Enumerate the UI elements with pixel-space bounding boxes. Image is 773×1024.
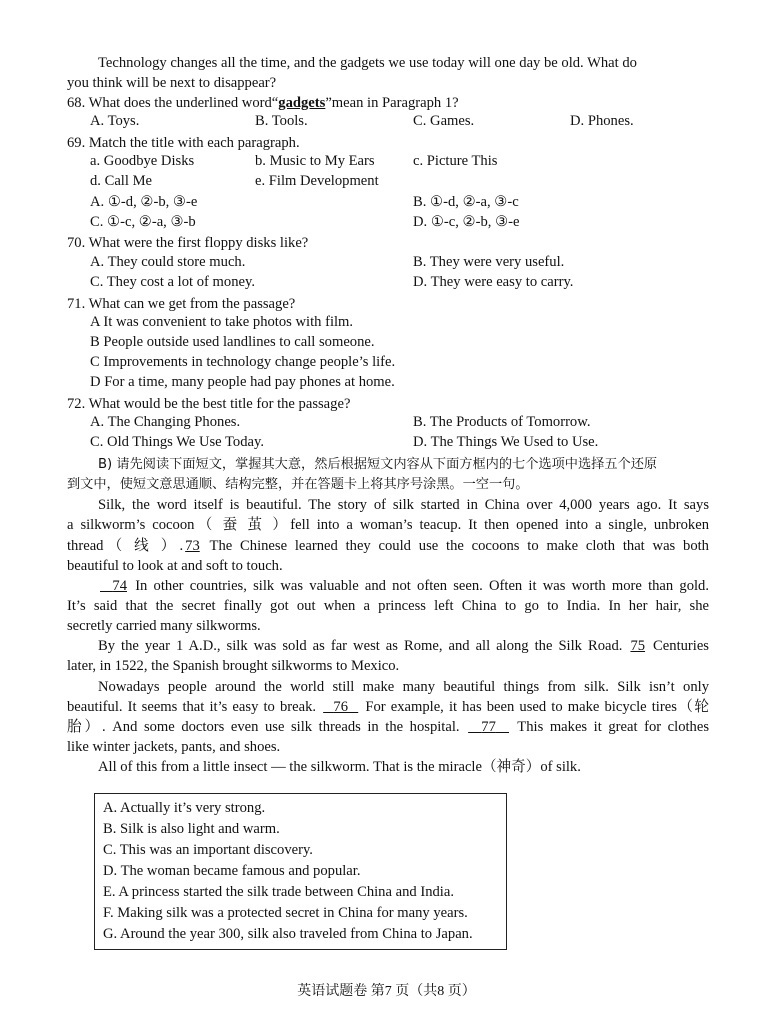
- q71-option-b[interactable]: B People outside used landlines to call someone.: [90, 334, 375, 350]
- choice-a: A. Actually it’s very strong.: [103, 800, 266, 816]
- question-68: [67, 93, 709, 113]
- choice-c: C. This was an important discovery.: [103, 842, 313, 858]
- q71-option-d[interactable]: D For a time, many people had pay phones at home.: [90, 374, 395, 390]
- q68-option-a[interactable]: A. Toys.: [90, 113, 140, 129]
- question-68-suffix: ”mean in Paragraph 1?: [325, 95, 459, 111]
- passage-p2-line-3: secretly carried many silkworms.: [67, 618, 261, 634]
- q70-option-d[interactable]: D. They were easy to carry.: [413, 274, 574, 290]
- passage-text: 胎）. And some doctors even use silk threads in the hospital.: [67, 719, 467, 735]
- blank-75[interactable]: 75: [630, 638, 646, 654]
- options-box: [94, 793, 507, 950]
- q69-title-c: c. Picture This: [413, 153, 498, 169]
- blank-77[interactable]: [466, 719, 511, 735]
- passage-text: In other countries, silk was valuable and not often seen. Often it was worth more than gold.: [129, 578, 709, 594]
- q69-option-d[interactable]: D. ①-c, ②-b, ③-e: [413, 214, 520, 230]
- passage-p4-line-2: [67, 697, 709, 717]
- choice-e: E. A princess started the silk trade between China and India.: [103, 884, 454, 900]
- q69-title-b: b. Music to My Ears: [255, 153, 375, 169]
- q68-option-c[interactable]: C. Games.: [413, 113, 475, 129]
- passage-p4-line-4: like winter jackets, pants, and shoes.: [67, 739, 281, 755]
- blank-74-label: 74: [112, 578, 127, 594]
- q72-option-a[interactable]: A. The Changing Phones.: [90, 414, 241, 430]
- q68-option-d[interactable]: D. Phones.: [570, 113, 634, 129]
- blank-73[interactable]: 73: [185, 538, 200, 554]
- section-b-instructions-1: B) 请先阅读下面短文，掌握其大意，然后根据短文内容从下面方框内的七个选项中选择五个还原: [98, 457, 658, 472]
- passage-text: For example, it has been used to make bicycle tires（轮: [360, 699, 710, 715]
- question-72: 72. What would be the best title for the passage?: [67, 396, 351, 412]
- page-footer: 英语试题卷 第7 页（共8 页）: [297, 984, 476, 999]
- q71-option-a[interactable]: A It was convenient to take photos with film.: [90, 314, 354, 330]
- q69-title-d: d. Call Me: [90, 173, 153, 189]
- passage-p1-line-3: [67, 536, 709, 556]
- question-69: 69. Match the title with each paragraph.: [67, 135, 300, 151]
- blank-76[interactable]: [321, 699, 360, 715]
- choice-f: F. Making silk was a protected secret in China for many years.: [103, 905, 468, 921]
- q68-option-b[interactable]: B. Tools.: [255, 113, 308, 129]
- passage-p1-line-2: a silkworm’s cocoon（ 蚕 茧 ）fell into a woman’s teacup. It then opened into a single, unbroken: [67, 517, 709, 533]
- choice-d: D. The woman became famous and popular.: [103, 863, 361, 879]
- passage-p1-line-4: beautiful to look at and soft to touch.: [67, 558, 283, 574]
- passage-p2-line-2: It’s said that the secret finally got out when a princess left China to go to India. In her hair, she: [67, 598, 709, 614]
- q72-option-d[interactable]: D. The Things We Used to Use.: [413, 434, 599, 450]
- passage-text: beautiful. It seems that it’s easy to break.: [67, 699, 322, 715]
- q70-option-b[interactable]: B. They were very useful.: [413, 254, 565, 270]
- choice-g: G. Around the year 300, silk also traveled from China to Japan.: [103, 926, 473, 942]
- q69-title-e: e. Film Development: [255, 173, 379, 189]
- q69-option-c[interactable]: C. ①-c, ②-a, ③-b: [90, 214, 196, 230]
- passage-p5: All of this from a little insect — the silkworm. That is the miracle（神奇）of silk.: [98, 759, 581, 775]
- q70-option-a[interactable]: A. They could store much.: [90, 254, 246, 270]
- underlined-word: gadgets: [278, 95, 326, 111]
- blank-74[interactable]: [98, 578, 129, 594]
- question-71: 71. What can we get from the passage?: [67, 296, 296, 312]
- section-b-instructions-2: 到文中，使短文意思通顺、结构完整，并在答题卡上将其序号涂黑。一空一句。: [67, 477, 529, 492]
- passage-text: Centuries: [647, 638, 709, 654]
- blank-77-label: 77: [481, 719, 496, 735]
- q71-option-c[interactable]: C Improvements in technology change people’s life.: [90, 354, 396, 370]
- passage-p4-line-3: [67, 717, 709, 737]
- passage-p1-line-1: Silk, the word itself is beautiful. The story of silk started in China over 4,000 years ago. It says: [98, 497, 709, 513]
- q69-title-a: a. Goodbye Disks: [90, 153, 195, 169]
- q69-option-b[interactable]: B. ①-d, ②-a, ③-c: [413, 194, 519, 210]
- passage-p3-line-2: later, in 1522, the Spanish brought silkworms to Mexico.: [67, 658, 400, 674]
- q69-option-a[interactable]: A. ①-d, ②-b, ③-e: [90, 194, 198, 210]
- q70-option-c[interactable]: C. They cost a lot of money.: [90, 274, 255, 290]
- q72-option-b[interactable]: B. The Products of Tomorrow.: [413, 414, 591, 430]
- intro-line-2: you think will be next to disappear?: [67, 75, 277, 91]
- passage-p3-line-1: [67, 636, 709, 656]
- passage-text: thread（ 线 ）.: [67, 538, 184, 554]
- choice-b: B. Silk is also light and warm.: [103, 821, 280, 837]
- blank-76-label: 76: [333, 699, 348, 715]
- passage-text: The Chinese learned they could use the cocoons to make cloth that was both: [201, 538, 709, 554]
- passage-text: By the year 1 A.D., silk was sold as far west as Rome, and all along the Silk Road.: [98, 638, 629, 654]
- passage-p4-line-1: Nowadays people around the world still make many beautiful things from silk. Silk isn’t only: [98, 679, 709, 695]
- question-70: 70. What were the first floppy disks like?: [67, 235, 309, 251]
- passage-p2-line-1: [67, 576, 709, 596]
- q72-option-c[interactable]: C. Old Things We Use Today.: [90, 434, 265, 450]
- intro-line-1: Technology changes all the time, and the gadgets we use today will one day be old. What do: [98, 55, 637, 71]
- passage-text: This makes it great for clothes: [511, 719, 710, 735]
- question-68-prefix: 68. What does the underlined word“: [67, 95, 279, 111]
